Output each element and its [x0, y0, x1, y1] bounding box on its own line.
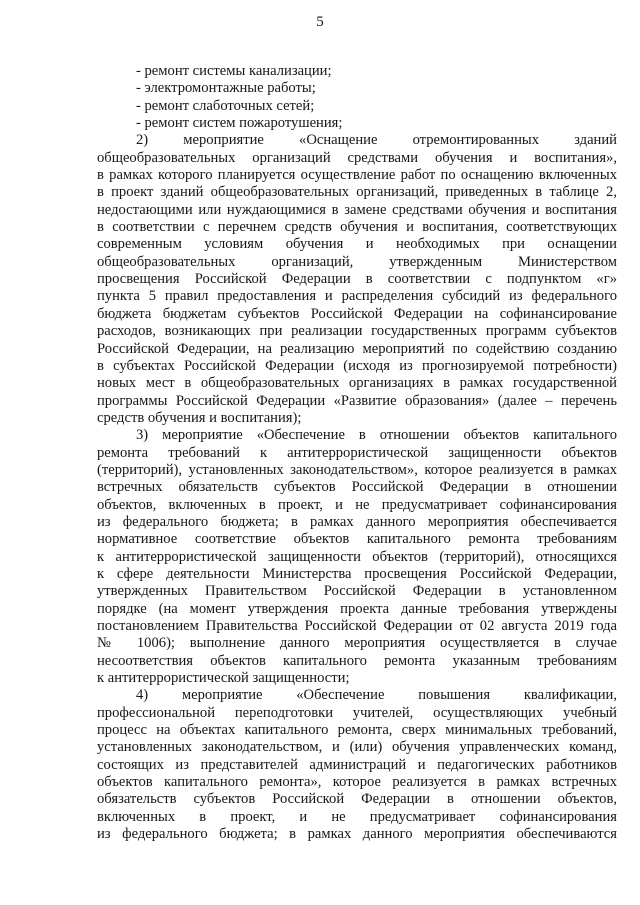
text-line: 2) мероприятие «Оснащение отремонтированных зданий: [136, 132, 617, 149]
text-line: - электромонтажные работы;: [136, 80, 316, 97]
text-line: просвещения Российской Федерации в соответствии с подпунктом «г»: [97, 271, 617, 288]
text-line: средств обучения и воспитания);: [97, 409, 302, 426]
text-line: - ремонт системы канализации;: [136, 63, 332, 79]
text-line: в рамках которого планируется осуществление работ по оснащению включенных: [97, 167, 617, 184]
text-line: нормативное соответствие объектов капитального ремонта требованиям: [97, 531, 617, 548]
text-line: ремонта требований к антитеррористической защищенности объектов: [97, 444, 617, 461]
text-line: постановлением Правительства Российской Федерации от 02 августа 2019 года: [97, 618, 617, 634]
text-line: установленных законодательством, и (или) обучения управленческих команд,: [97, 739, 617, 756]
text-line: программы Российской Федерации «Развитие образования» (далее – перечень: [97, 392, 617, 409]
text-line: - ремонт слаботочных сетей;: [136, 97, 315, 114]
text-line: расходов, возникающих при реализации государственных программ субъектов: [97, 323, 617, 340]
text-line: несоответствия объектов капитального ремонта указанным требованиям: [97, 652, 617, 669]
text-line: недостающими или нуждающимися в замене средствами обучения и воспитания: [97, 201, 617, 218]
text-line: встречных обязательств субъектов Российской Федерации в отношении: [97, 479, 617, 496]
text-line: - ремонт систем пожаротушения;: [136, 115, 343, 132]
text-line: из федерального бюджета; в рамках данного мероприятия обеспечиваются: [97, 826, 617, 843]
text-line: общеобразовательных организаций, утвержденным Министерством: [97, 253, 617, 270]
text-line: профессиональной переподготовки учителей, осуществляющих учебный: [97, 704, 617, 721]
text-line: утвержденных Правительством Российской Федерации в установленном: [97, 583, 617, 600]
text-line: к антитеррористической защищенности объектов (территорий), относящихся: [97, 548, 617, 565]
text-line: процесс на объектах капитального ремонта, сверх минимальных требований,: [97, 722, 617, 739]
text-line: бюджета бюджетам субъектов Российской Федерации на софинансирование: [97, 305, 617, 322]
text-line: к антитеррористической защищенности;: [97, 670, 350, 687]
text-line: состоящих из представителей администраций и педагогических работников: [97, 756, 617, 773]
text-line: включенных в проект, и не предусматривает софинансирования: [97, 808, 617, 825]
text-line: к сфере деятельности Министерства просвещения Российской Федерации,: [97, 565, 617, 582]
text-line: в проект зданий общеобразовательных организаций, приведенных в таблице 2,: [97, 184, 617, 201]
text-line: № 1006); выполнение данного мероприятия осуществляется в случае: [97, 635, 617, 652]
page-number: 5: [316, 14, 324, 30]
text-line: в субъектах Российской Федерации (исходя из прогнозируемой потребности): [97, 357, 617, 374]
text-line: современным условиям обучения и необходимых при оснащении: [97, 236, 617, 253]
text-line: порядке (на момент утверждения проекта данные требования утверждены: [97, 600, 617, 617]
text-line: Российской Федерации, на реализацию мероприятий по содействию созданию: [97, 340, 617, 357]
text-line: общеобразовательных организаций средствами обучения и воспитания»,: [97, 149, 617, 166]
text-line: 4) мероприятие «Обеспечение повышения квалификации,: [136, 687, 617, 704]
text-line: обязательств субъектов Российской Федерации в отношении объектов,: [97, 791, 617, 808]
text-line: пункта 5 правил предоставления и распределения субсидий из федерального: [97, 288, 617, 305]
text-line: из федерального бюджета; в рамках данного мероприятия обеспечивается: [97, 513, 617, 530]
text-line: объектов капитального ремонта», которое реализуется в рамках встречных: [97, 774, 617, 791]
text-line: объектов, включенных в проект, и не предусматривает софинансирования: [97, 496, 617, 513]
text-line: 3) мероприятие «Обеспечение в отношении объектов капитального: [136, 427, 617, 444]
text-line: (территорий), установленных законодательством», которое реализуется в рамках: [97, 461, 617, 478]
document-body: [97, 63, 617, 843]
text-line: новых мест в общеобразовательных организациях в рамках государственной: [97, 375, 617, 392]
text-line: в соответствии с перечнем средств обучения и воспитания, соответствующих: [97, 219, 617, 236]
